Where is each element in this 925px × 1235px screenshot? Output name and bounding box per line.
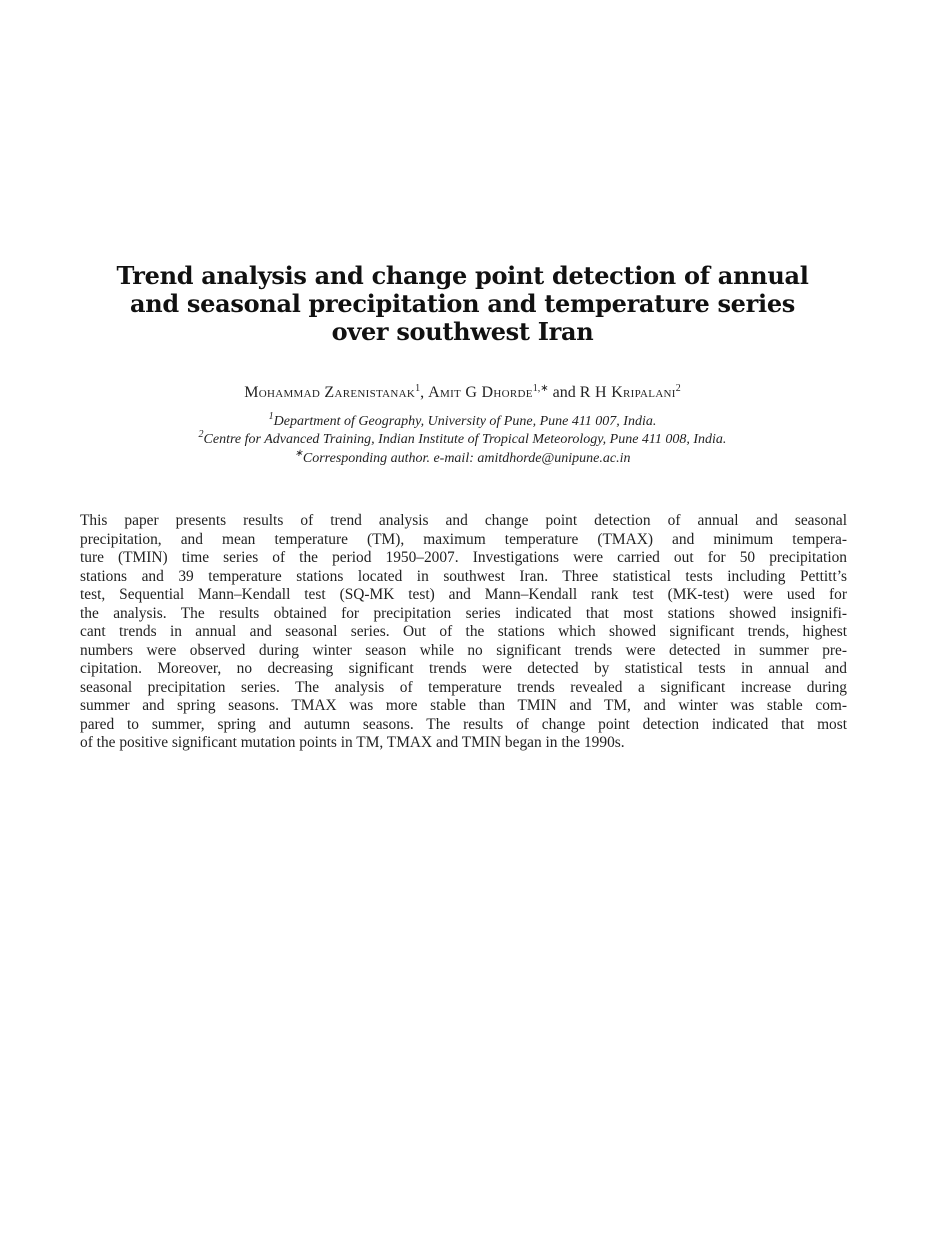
title-line: over southwest Iran [331,317,594,346]
affiliation-mark: 1 [268,411,274,422]
abstract-line: the analysis. The results obtained for precipitation series indicated that most stations showed insignifi- [80,604,847,622]
author-affiliation-mark: 1,∗ [532,383,549,394]
abstract-line: ture (TMIN) time series of the period 1950–2007. Investigations were carried out for 50 precipitation [80,549,847,566]
author-name: Amit G Dhorde [428,384,533,401]
abstract-line: seasonal precipitation series. The analysis of temperature trends revealed a significant increase during [80,678,847,696]
paper-title [60,262,865,346]
abstract-line: numbers were observed during winter season while no significant trends were detected in summer pre- [80,641,847,659]
author-name: Mohammad Zarenistanak [244,384,416,401]
affiliation-mark: ∗ [294,448,303,459]
author-affiliation-mark: 1 [415,383,421,394]
author-separator: , [420,384,429,401]
affiliation [60,413,865,431]
abstract-line: test, Sequential Mann–Kendall test (SQ-MK test) and Mann–Kendall rank test (MK-test) were used for [80,586,847,603]
author-list [60,383,865,403]
author-separator: and [548,384,580,401]
abstract-line: of the positive significant mutation points in TM, TMAX and TMIN began in the 1990s. [80,734,625,751]
abstract-line: stations and 39 temperature stations located in southwest Iran. Three statistical tests including Pettitt’s [80,567,847,585]
affiliation-text: Centre for Advanced Training, Indian Institute of Tropical Meteorology, Pune 411 008, India. [203,432,727,447]
abstract [80,512,847,753]
abstract-line: This paper presents results of trend analysis and change point detection of annual and seasonal [80,512,847,529]
affiliation-mark: 2 [198,429,204,440]
abstract-line: cipitation. Moreover, no decreasing significant trends were detected by statistical tests in annual and [80,660,847,677]
title-line: Trend analysis and change point detection of annual [116,261,809,290]
abstract-line: cant trends in annual and seasonal series. Out of the stations which showed significant trends, highest [80,623,847,640]
affiliation-text: Department of Geography, University of Pune, Pune 411 007, India. [273,414,657,429]
author-name: R H Kripalani [579,384,676,401]
title-line: and seasonal precipitation and temperature series [130,289,795,318]
abstract-line: summer and spring seasons. TMAX was more stable than TMIN and TM, and winter was stable com- [80,697,847,714]
abstract-line: pared to summer, spring and autumn seasons. The results of change point detection indicated that most [80,715,847,733]
affiliation [60,431,865,449]
abstract-line: precipitation, and mean temperature (TM), maximum temperature (TMAX) and minimum tempera- [80,530,847,548]
corresponding-author-text: Corresponding author. e-mail: amitdhorde@unipune.ac.in [302,451,631,466]
author-affiliation-mark: 2 [675,383,681,394]
corresponding-author [60,450,865,468]
